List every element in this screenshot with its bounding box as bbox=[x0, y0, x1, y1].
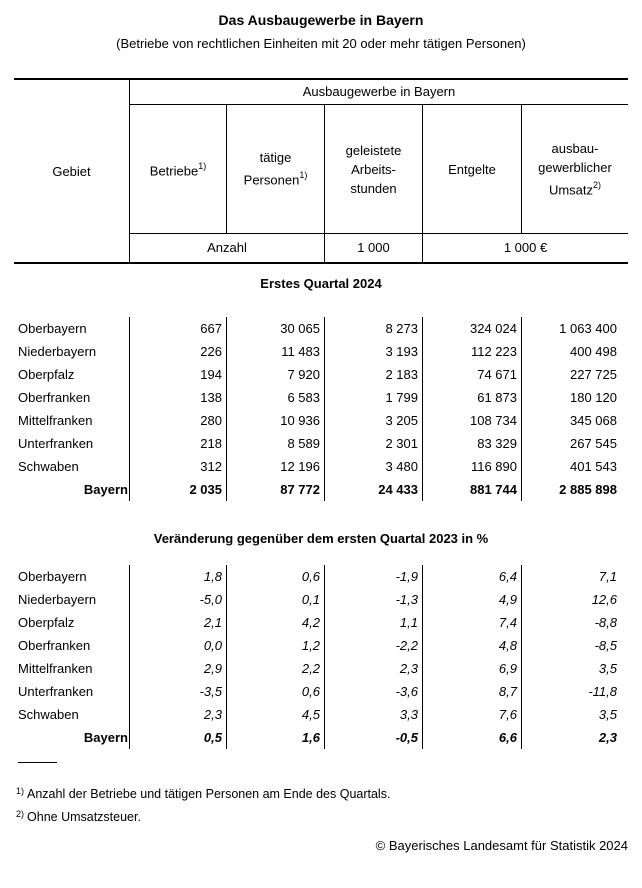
value-entgelte: 881 744 bbox=[423, 478, 522, 501]
value-umsatz: 2 885 898 bbox=[559, 482, 617, 497]
value-entgelte-change: 8,7 bbox=[423, 680, 522, 703]
region-label: Oberfranken bbox=[14, 634, 130, 657]
table-row bbox=[14, 455, 628, 478]
value-taetige-personen-change: 2,2 bbox=[227, 657, 325, 680]
value-arbeitsstunden-change: 3,3 bbox=[325, 703, 423, 726]
value-entgelte-change: 7,6 bbox=[423, 703, 522, 726]
value-taetige-personen: 6 583 bbox=[227, 386, 325, 409]
region-label: Schwaben bbox=[14, 455, 130, 478]
table-row bbox=[14, 340, 628, 363]
section-title-q1-2024: Erstes Quartal 2024 bbox=[260, 276, 382, 291]
value-arbeitsstunden-change: -1,3 bbox=[325, 588, 423, 611]
table-row bbox=[14, 386, 628, 409]
value-taetige-personen: 10 936 bbox=[227, 409, 325, 432]
region-label: Bayern bbox=[14, 726, 130, 749]
value-umsatz-change: 2,3 bbox=[598, 730, 617, 745]
footnote-2-text: Ohne Umsatzsteuer. bbox=[27, 810, 141, 824]
column-header-taetige-personen: tätige Personen$^{1)}$ bbox=[227, 105, 325, 233]
value-entgelte-change: 6,6 bbox=[423, 726, 522, 749]
table-row bbox=[14, 363, 628, 386]
value-umsatz: 227 725 bbox=[570, 367, 617, 382]
value-arbeitsstunden-change: -2,2 bbox=[325, 634, 423, 657]
table-row bbox=[14, 409, 628, 432]
region-label: Unterfranken bbox=[14, 680, 130, 703]
value-betriebe-change: 0,0 bbox=[130, 634, 227, 657]
value-arbeitsstunden: 3 480 bbox=[325, 455, 423, 478]
value-umsatz: 267 545 bbox=[570, 436, 617, 451]
footnote-1-text: Anzahl der Betriebe und tätigen Personen am Ende des Quartals. bbox=[27, 787, 391, 801]
value-betriebe-change: 0,5 bbox=[130, 726, 227, 749]
value-taetige-personen: 30 065 bbox=[227, 317, 325, 340]
footnote-2 bbox=[16, 810, 616, 824]
value-taetige-personen: 11 483 bbox=[227, 340, 325, 363]
value-taetige-personen: 8 589 bbox=[227, 432, 325, 455]
table-row bbox=[14, 588, 628, 611]
value-arbeitsstunden: 8 273 bbox=[325, 317, 423, 340]
value-entgelte-change: 7,4 bbox=[423, 611, 522, 634]
region-label: Mittelfranken bbox=[14, 409, 130, 432]
footnote-1 bbox=[16, 787, 616, 801]
value-umsatz: 1 063 400 bbox=[559, 321, 617, 336]
value-betriebe: 194 bbox=[130, 363, 227, 386]
value-taetige-personen: 87 772 bbox=[227, 478, 325, 501]
value-umsatz: 180 120 bbox=[570, 390, 617, 405]
column-header-gebiet: Gebiet bbox=[14, 80, 130, 262]
header-right-block bbox=[130, 80, 628, 262]
table-row bbox=[14, 478, 628, 501]
footnote-separator-line bbox=[18, 762, 57, 763]
region-label: Mittelfranken bbox=[14, 657, 130, 680]
table-row bbox=[14, 726, 628, 749]
value-betriebe: 138 bbox=[130, 386, 227, 409]
value-entgelte-change: 6,4 bbox=[423, 565, 522, 588]
group-header: Ausbaugewerbe in Bayern bbox=[130, 80, 628, 105]
value-betriebe: 312 bbox=[130, 455, 227, 478]
value-umsatz: 345 068 bbox=[570, 413, 617, 428]
value-betriebe: 218 bbox=[130, 432, 227, 455]
data-grid-change-percent bbox=[14, 565, 628, 749]
value-entgelte: 116 890 bbox=[423, 455, 522, 478]
value-betriebe-change: 2,9 bbox=[130, 657, 227, 680]
value-arbeitsstunden-change: -3,6 bbox=[325, 680, 423, 703]
column-header-entgelte: Entgelte bbox=[423, 105, 522, 233]
unit-tausend-euro: 1 000 € bbox=[503, 240, 548, 255]
page-title: Das Ausbaugewerbe in Bayern bbox=[218, 12, 424, 28]
value-entgelte: 112 223 bbox=[423, 340, 522, 363]
value-umsatz-change: -8,8 bbox=[594, 615, 617, 630]
table-row bbox=[14, 565, 628, 588]
value-taetige-personen-change: 0,6 bbox=[227, 680, 325, 703]
value-arbeitsstunden: 1 799 bbox=[325, 386, 423, 409]
column-header-betriebe: Betriebe$^{1)}$ bbox=[130, 105, 227, 233]
footnote-marker-2: 2) bbox=[16, 809, 25, 819]
region-label: Schwaben bbox=[14, 703, 130, 726]
value-betriebe-change: -5,0 bbox=[130, 588, 227, 611]
value-umsatz-change: 3,5 bbox=[598, 661, 617, 676]
value-taetige-personen-change: 4,5 bbox=[227, 703, 325, 726]
footnote-marker-1: 1) bbox=[198, 160, 207, 171]
region-label: Unterfranken bbox=[14, 432, 130, 455]
value-umsatz-change: 12,6 bbox=[591, 592, 617, 607]
value-umsatz-change: -11,8 bbox=[588, 684, 617, 699]
value-betriebe: 226 bbox=[130, 340, 227, 363]
value-umsatz-change: 7,1 bbox=[598, 569, 617, 584]
copyright-notice: © Bayerisches Landesamt für Statistik 2024 bbox=[375, 838, 628, 853]
unit-anzahl: Anzahl bbox=[130, 234, 325, 262]
value-taetige-personen-change: 1,6 bbox=[227, 726, 325, 749]
table-row bbox=[14, 317, 628, 340]
value-taetige-personen-change: 0,1 bbox=[227, 588, 325, 611]
column-header-umsatz: ausbau- gewerblicher Umsatz$^{2)}$ bbox=[538, 140, 612, 198]
value-arbeitsstunden: 24 433 bbox=[325, 478, 423, 501]
unit-tausend: 1 000 bbox=[325, 234, 423, 262]
value-arbeitsstunden-change: 2,3 bbox=[325, 657, 423, 680]
value-betriebe-change: -3,5 bbox=[130, 680, 227, 703]
footnote-marker-1: 1) bbox=[299, 170, 308, 181]
value-taetige-personen-change: 4,2 bbox=[227, 611, 325, 634]
value-betriebe-change: 2,3 bbox=[130, 703, 227, 726]
value-betriebe-change: 2,1 bbox=[130, 611, 227, 634]
value-taetige-personen: 7 920 bbox=[227, 363, 325, 386]
value-entgelte-change: 4,8 bbox=[423, 634, 522, 657]
units-row bbox=[130, 234, 628, 262]
table-row bbox=[14, 703, 628, 726]
table-row bbox=[14, 634, 628, 657]
region-label: Oberpfalz bbox=[14, 363, 130, 386]
value-arbeitsstunden-change: -0,5 bbox=[325, 726, 423, 749]
value-betriebe: 2 035 bbox=[130, 478, 227, 501]
table-row bbox=[14, 680, 628, 703]
value-betriebe-change: 1,8 bbox=[130, 565, 227, 588]
value-umsatz: 400 498 bbox=[570, 344, 617, 359]
value-arbeitsstunden: 2 183 bbox=[325, 363, 423, 386]
value-entgelte: 74 671 bbox=[423, 363, 522, 386]
value-arbeitsstunden-change: 1,1 bbox=[325, 611, 423, 634]
section-title-change-vs-q1-2023: Veränderung gegenüber dem ersten Quartal 2023 in % bbox=[153, 531, 489, 546]
footnote-marker-1: 1) bbox=[16, 786, 25, 796]
value-arbeitsstunden: 3 193 bbox=[325, 340, 423, 363]
table-row bbox=[14, 657, 628, 680]
region-label: Oberbayern bbox=[14, 565, 130, 588]
value-entgelte: 61 873 bbox=[423, 386, 522, 409]
value-entgelte: 324 024 bbox=[423, 317, 522, 340]
region-label: Bayern bbox=[14, 478, 130, 501]
value-umsatz-change: -8,5 bbox=[594, 638, 617, 653]
value-arbeitsstunden-change: -1,9 bbox=[325, 565, 423, 588]
value-umsatz: 401 543 bbox=[570, 459, 617, 474]
region-label: Niederbayern bbox=[14, 588, 130, 611]
value-taetige-personen-change: 1,2 bbox=[227, 634, 325, 657]
value-betriebe: 667 bbox=[130, 317, 227, 340]
column-header-arbeitsstunden: geleistete Arbeits- stunden bbox=[325, 105, 423, 233]
table-row bbox=[14, 432, 628, 455]
region-label: Oberbayern bbox=[14, 317, 130, 340]
value-entgelte: 83 329 bbox=[423, 432, 522, 455]
value-entgelte-change: 6,9 bbox=[423, 657, 522, 680]
region-label: Niederbayern bbox=[14, 340, 130, 363]
value-taetige-personen-change: 0,6 bbox=[227, 565, 325, 588]
value-entgelte: 108 734 bbox=[423, 409, 522, 432]
value-umsatz-change: 3,5 bbox=[598, 707, 617, 722]
page-subtitle: (Betriebe von rechtlichen Einheiten mit 20 oder mehr tätigen Personen) bbox=[116, 36, 526, 51]
footnote-marker-2: 2) bbox=[593, 179, 602, 190]
value-arbeitsstunden: 3 205 bbox=[325, 409, 423, 432]
table-header bbox=[14, 78, 628, 264]
column-headers-row bbox=[130, 105, 628, 234]
value-arbeitsstunden: 2 301 bbox=[325, 432, 423, 455]
data-grid-q1-2024 bbox=[14, 317, 628, 501]
table-row bbox=[14, 611, 628, 634]
region-label: Oberfranken bbox=[14, 386, 130, 409]
value-taetige-personen: 12 196 bbox=[227, 455, 325, 478]
value-betriebe: 280 bbox=[130, 409, 227, 432]
value-entgelte-change: 4,9 bbox=[423, 588, 522, 611]
region-label: Oberpfalz bbox=[14, 611, 130, 634]
